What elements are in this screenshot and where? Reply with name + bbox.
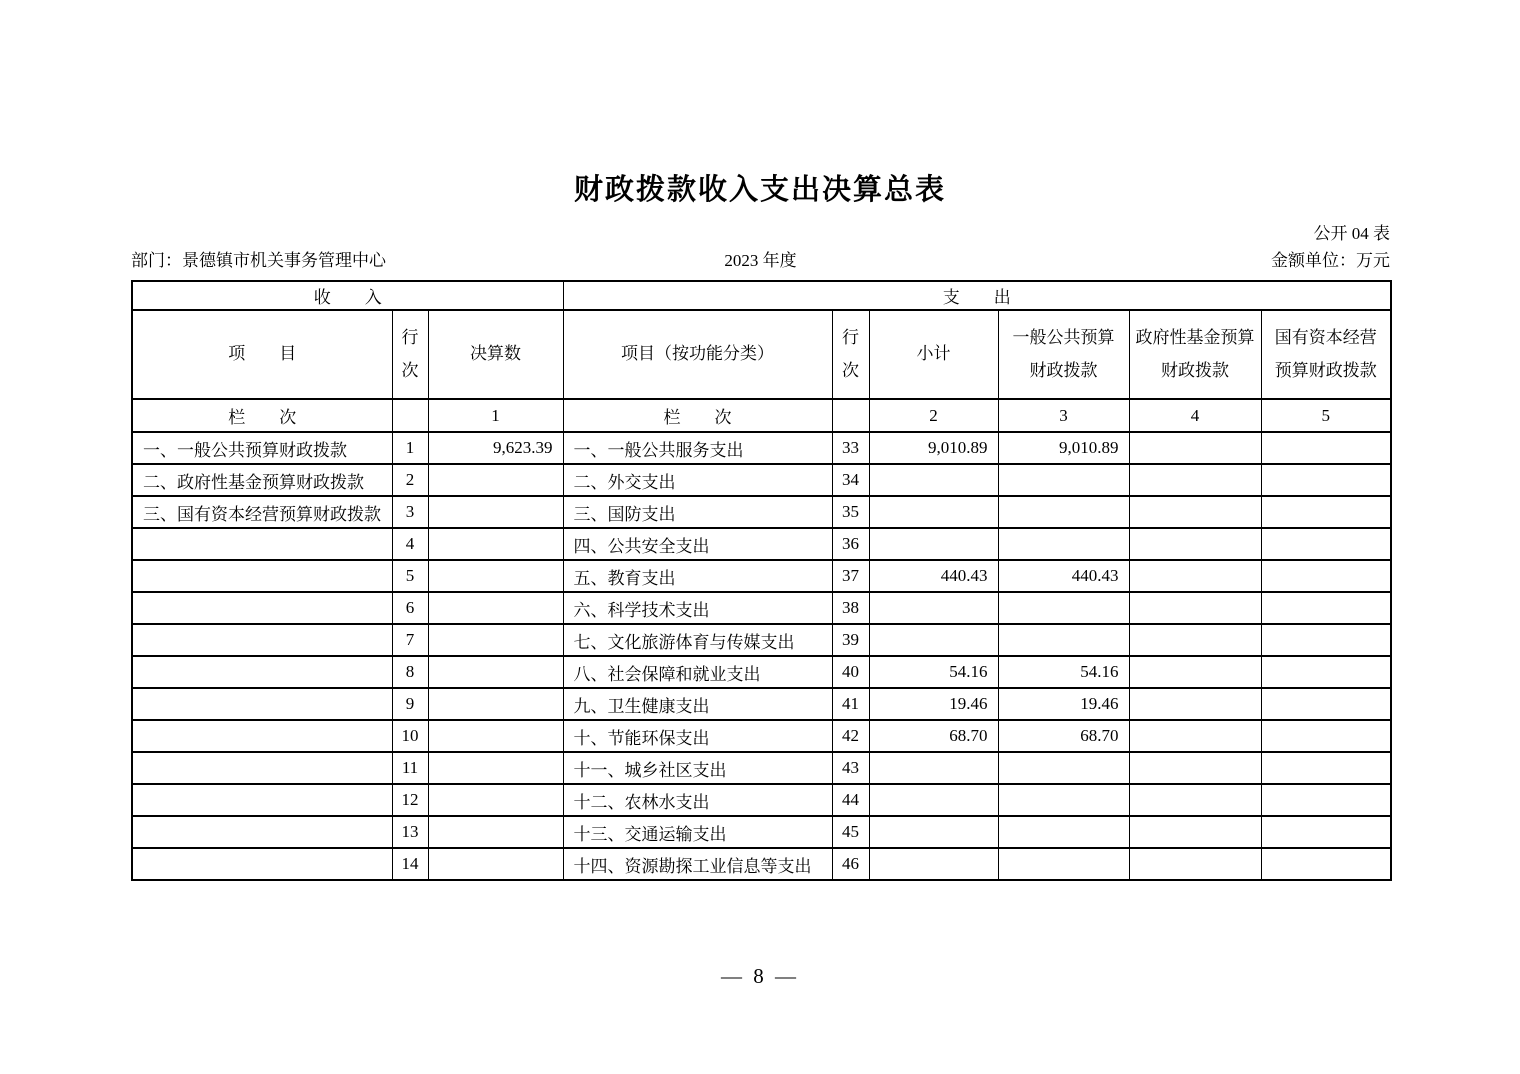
lanci-col-4: 4 [1129, 399, 1261, 432]
income-line-cell: 1 [392, 432, 428, 464]
gov-fund-cell [1129, 848, 1261, 880]
income-amount-cell: 9,623.39 [428, 432, 563, 464]
income-line-cell: 9 [392, 688, 428, 720]
state-capital-cell [1261, 816, 1391, 848]
general-budget-cell: 54.16 [998, 656, 1129, 688]
income-amount-cell [428, 560, 563, 592]
income-amount-cell [428, 464, 563, 496]
income-line-cell: 14 [392, 848, 428, 880]
gov-fund-cell [1129, 784, 1261, 816]
general-budget-cell: 68.70 [998, 720, 1129, 752]
subtotal-cell: 54.16 [869, 656, 998, 688]
expense-item-cell: 四、公共安全支出 [563, 528, 832, 560]
income-line-cell: 6 [392, 592, 428, 624]
income-item-cell: 一、一般公共预算财政拨款 [132, 432, 392, 464]
expense-line-cell: 33 [832, 432, 869, 464]
gov-fund-cell [1129, 528, 1261, 560]
table-row [132, 720, 1391, 752]
lanci-income-line-cell [392, 399, 428, 432]
income-item-cell [132, 848, 392, 880]
lanci-expense-line-cell [832, 399, 869, 432]
subtotal-cell [869, 464, 998, 496]
expense-line-cell: 38 [832, 592, 869, 624]
state-capital-cell [1261, 528, 1391, 560]
col-header-general-budget: 一般公共预算财政拨款 [998, 310, 1129, 399]
general-budget-cell [998, 624, 1129, 656]
income-item-cell [132, 592, 392, 624]
general-budget-cell [998, 528, 1129, 560]
income-line-cell: 5 [392, 560, 428, 592]
income-line-cell: 7 [392, 624, 428, 656]
expense-item-cell: 一、一般公共服务支出 [563, 432, 832, 464]
expense-item-cell: 七、文化旅游体育与传媒支出 [563, 624, 832, 656]
expense-line-cell: 40 [832, 656, 869, 688]
subtotal-cell [869, 784, 998, 816]
gov-fund-cell [1129, 464, 1261, 496]
expense-line-cell: 42 [832, 720, 869, 752]
lanci-col-1: 1 [428, 399, 563, 432]
expense-line-cell: 39 [832, 624, 869, 656]
income-amount-cell [428, 528, 563, 560]
income-amount-cell [428, 592, 563, 624]
general-budget-cell [998, 496, 1129, 528]
income-item-cell [132, 624, 392, 656]
income-item-cell [132, 528, 392, 560]
gov-fund-cell [1129, 560, 1261, 592]
income-line-cell: 13 [392, 816, 428, 848]
expense-item-cell: 五、教育支出 [563, 560, 832, 592]
expense-item-cell: 六、科学技术支出 [563, 592, 832, 624]
expense-line-vertical-label [839, 329, 863, 380]
expense-item-cell: 二、外交支出 [563, 464, 832, 496]
income-amount-cell [428, 784, 563, 816]
line-char-bottom: 次 [842, 360, 860, 380]
expense-item-cell: 三、国防支出 [563, 496, 832, 528]
line-char-top: 行 [842, 327, 860, 347]
income-amount-cell [428, 496, 563, 528]
state-capital-cell [1261, 848, 1391, 880]
income-line-cell: 8 [392, 656, 428, 688]
general-budget-cell: 440.43 [998, 560, 1129, 592]
gov-fund-cell [1129, 432, 1261, 464]
year-label: 2023 年度 [724, 251, 797, 270]
table-row [132, 688, 1391, 720]
income-line-cell: 3 [392, 496, 428, 528]
department-label: 部门：景德镇市机关事务管理中心 [131, 251, 386, 270]
state-capital-cell [1261, 432, 1391, 464]
expense-line-cell: 37 [832, 560, 869, 592]
state-capital-cell [1261, 784, 1391, 816]
general-budget-cell [998, 848, 1129, 880]
section-header-row [132, 281, 1391, 310]
subtotal-cell [869, 496, 998, 528]
income-item-cell: 二、政府性基金预算财政拨款 [132, 464, 392, 496]
state-capital-cell [1261, 464, 1391, 496]
income-line-cell: 10 [392, 720, 428, 752]
col-header-income-item: 项 目 [132, 310, 392, 399]
gov-fund-cell [1129, 496, 1261, 528]
income-item-cell [132, 688, 392, 720]
table-row [132, 784, 1391, 816]
table-row [132, 848, 1391, 880]
subtotal-cell: 19.46 [869, 688, 998, 720]
lanci-col-2: 2 [869, 399, 998, 432]
expense-item-cell: 十、节能环保支出 [563, 720, 832, 752]
expense-item-cell: 十四、资源勘探工业信息等支出 [563, 848, 832, 880]
lanci-col-3: 3 [998, 399, 1129, 432]
income-item-cell: 三、国有资本经营预算财政拨款 [132, 496, 392, 528]
expense-line-cell: 46 [832, 848, 869, 880]
col-header-subtotal: 小计 [869, 310, 998, 399]
expense-line-cell: 45 [832, 816, 869, 848]
gov-fund-cell [1129, 752, 1261, 784]
col-header-state-capital: 国有资本经营预算财政拨款 [1261, 310, 1391, 399]
state-capital-cell [1261, 560, 1391, 592]
income-item-cell [132, 560, 392, 592]
expense-item-cell: 八、社会保障和就业支出 [563, 656, 832, 688]
table-row [132, 496, 1391, 528]
income-line-cell: 4 [392, 528, 428, 560]
budget-table [131, 280, 1392, 881]
subtotal-cell: 68.70 [869, 720, 998, 752]
gov-fund-cell [1129, 592, 1261, 624]
general-budget-cell: 19.46 [998, 688, 1129, 720]
income-line-cell: 2 [392, 464, 428, 496]
subtotal-cell [869, 816, 998, 848]
income-amount-cell [428, 688, 563, 720]
state-capital-cell [1261, 656, 1391, 688]
expense-line-cell: 41 [832, 688, 869, 720]
expense-line-cell: 34 [832, 464, 869, 496]
state-capital-cell [1261, 752, 1391, 784]
subtotal-cell [869, 624, 998, 656]
income-amount-cell [428, 752, 563, 784]
lanci-income-label: 栏 次 [132, 399, 392, 432]
expense-item-cell: 十三、交通运输支出 [563, 816, 832, 848]
expense-line-cell: 43 [832, 752, 869, 784]
subtotal-cell: 440.43 [869, 560, 998, 592]
form-number-label: 公开 04 表 [1313, 224, 1390, 243]
general-budget-cell [998, 592, 1129, 624]
income-amount-cell [428, 656, 563, 688]
col-header-amount: 决算数 [428, 310, 563, 399]
income-item-cell [132, 816, 392, 848]
col-header-expense-line [832, 310, 869, 399]
state-capital-cell [1261, 592, 1391, 624]
table-row [132, 432, 1391, 464]
state-capital-cell [1261, 720, 1391, 752]
table-row [132, 560, 1391, 592]
expense-item-cell: 十二、农林水支出 [563, 784, 832, 816]
column-header-row [132, 310, 1391, 399]
meta-row [131, 246, 1390, 271]
expense-section-header: 支 出 [563, 281, 1391, 310]
state-capital-cell [1261, 688, 1391, 720]
table-row [132, 528, 1391, 560]
column-index-row [132, 399, 1391, 432]
page-title: 财政拨款收入支出决算总表 [573, 174, 946, 206]
general-budget-cell [998, 784, 1129, 816]
gov-fund-cell [1129, 656, 1261, 688]
subtotal-cell [869, 752, 998, 784]
income-line-cell: 11 [392, 752, 428, 784]
table-row [132, 592, 1391, 624]
table-row [132, 752, 1391, 784]
gov-fund-cell [1129, 688, 1261, 720]
general-budget-cell [998, 752, 1129, 784]
state-capital-cell [1261, 624, 1391, 656]
income-line-vertical-label [399, 329, 422, 380]
expense-line-cell: 44 [832, 784, 869, 816]
general-budget-cell: 9,010.89 [998, 432, 1129, 464]
general-budget-cell [998, 816, 1129, 848]
unit-label: 金额单位：万元 [1271, 251, 1390, 270]
income-line-cell: 12 [392, 784, 428, 816]
line-char-bottom: 次 [401, 360, 419, 380]
expense-item-cell: 九、卫生健康支出 [563, 688, 832, 720]
expense-line-cell: 36 [832, 528, 869, 560]
income-item-cell [132, 784, 392, 816]
subtotal-cell [869, 848, 998, 880]
income-amount-cell [428, 816, 563, 848]
gov-fund-cell [1129, 816, 1261, 848]
col-header-income-line [392, 310, 428, 399]
income-item-cell [132, 752, 392, 784]
gov-fund-cell [1129, 720, 1261, 752]
gov-fund-cell [1129, 624, 1261, 656]
lanci-expense-label: 栏 次 [563, 399, 832, 432]
subtotal-cell [869, 528, 998, 560]
table-row [132, 624, 1391, 656]
income-amount-cell [428, 624, 563, 656]
col-header-expense-item: 项目（按功能分类） [563, 310, 832, 399]
table-row [132, 816, 1391, 848]
col-header-gov-fund: 政府性基金预算财政拨款 [1129, 310, 1261, 399]
expense-item-cell: 十一、城乡社区支出 [563, 752, 832, 784]
income-amount-cell [428, 848, 563, 880]
lanci-col-5: 5 [1261, 399, 1391, 432]
income-item-cell [132, 656, 392, 688]
subtotal-cell [869, 592, 998, 624]
income-item-cell [132, 720, 392, 752]
table-row [132, 656, 1391, 688]
income-amount-cell [428, 720, 563, 752]
state-capital-cell [1261, 496, 1391, 528]
table-row [132, 464, 1391, 496]
expense-line-cell: 35 [832, 496, 869, 528]
line-char-top: 行 [401, 327, 419, 347]
general-budget-cell [998, 464, 1129, 496]
income-section-header: 收 入 [132, 281, 563, 310]
subtotal-cell: 9,010.89 [869, 432, 998, 464]
page-number: — 8 — [721, 964, 799, 988]
